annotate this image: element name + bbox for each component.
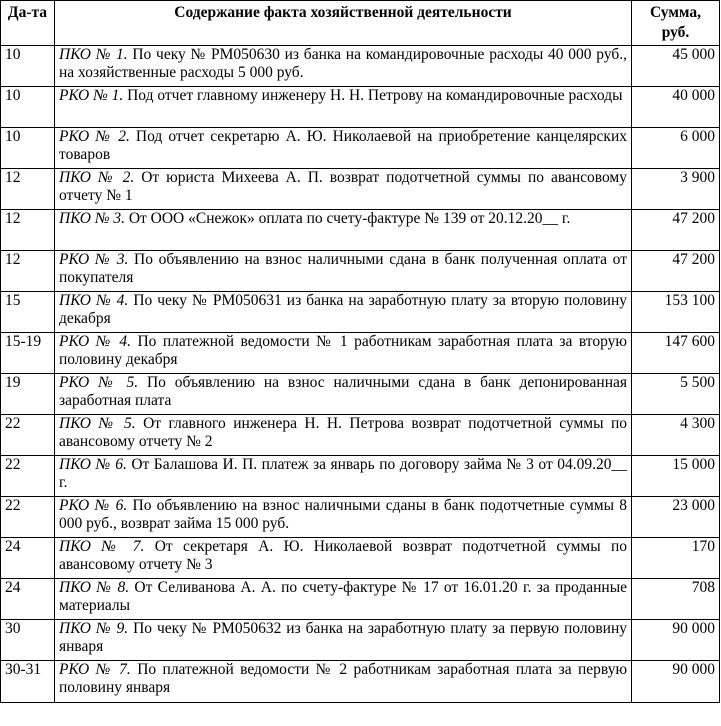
- document-ref: ПКО № 7.: [59, 538, 145, 555]
- table-row: [1, 46, 720, 87]
- row-date: 24: [1, 579, 55, 620]
- operation-text: От секретаря А. Ю. Николаевой возврат подотчетной суммы по авансовому отчету № 3: [59, 538, 628, 573]
- table-row: [1, 292, 720, 333]
- document-ref: ПКО № 5.: [59, 415, 136, 432]
- table-row: [1, 579, 720, 620]
- row-amount: 23 000: [632, 497, 720, 538]
- row-date: 30-31: [1, 661, 55, 703]
- row-amount: 6 000: [632, 128, 720, 169]
- table-row: [1, 661, 720, 703]
- table-row: [1, 497, 720, 538]
- document-ref: РКО № 4.: [59, 333, 131, 350]
- row-amount: 147 600: [632, 333, 720, 374]
- row-content: [55, 620, 632, 661]
- document-ref: ПКО № 8.: [59, 579, 130, 596]
- row-amount: 90 000: [632, 661, 720, 703]
- row-amount: 15 000: [632, 456, 720, 497]
- row-date: 12: [1, 169, 55, 210]
- document-ref: РКО № 1.: [59, 87, 124, 104]
- document-ref: ПКО № 6.: [59, 456, 127, 473]
- operation-text: По чеку № РМ050632 из банка на заработную плату за первую половину января: [59, 620, 627, 655]
- row-content: [55, 415, 632, 456]
- operation-text: По платежной ведомости № 2 работникам заработная плата за первую половину января: [59, 661, 628, 696]
- row-date: 12: [1, 210, 55, 251]
- document-ref: ПКО № 1.: [59, 46, 128, 63]
- row-content: [55, 579, 632, 620]
- row-amount: 5 500: [632, 374, 720, 415]
- operation-text: От главного инженера Н. Н. Петрова возврат подотчетной суммы по авансовому отчету № 2: [59, 415, 627, 450]
- row-date: 10: [1, 46, 55, 87]
- document-ref: РКО № 3.: [59, 251, 129, 268]
- row-content: [55, 661, 632, 703]
- table-row: [1, 456, 720, 497]
- table-body: [1, 46, 720, 703]
- table-header-row: [1, 1, 720, 46]
- document-ref: РКО № 7.: [59, 661, 131, 678]
- row-content: [55, 456, 632, 497]
- operation-text: Под отчет секретарю А. Ю. Николаевой на приобретение канцелярских товаров: [59, 128, 627, 163]
- row-amount: 90 000: [632, 620, 720, 661]
- document-ref: ПКО № 2.: [59, 169, 135, 186]
- row-date: 22: [1, 456, 55, 497]
- table-row: [1, 333, 720, 374]
- operation-text: По платежной ведомости № 1 работникам заработная плата за вторую половину декабря: [59, 333, 627, 368]
- row-content: [55, 374, 632, 415]
- operation-text: По объявлению на взнос наличными сданы в банк подотчетные суммы 8 000 руб., возврат займа 15 000 руб.: [59, 497, 628, 532]
- row-amount: 47 200: [632, 251, 720, 292]
- row-amount: 708: [632, 579, 720, 620]
- row-content: [55, 87, 632, 128]
- row-content: [55, 292, 632, 333]
- row-content: [55, 210, 632, 251]
- row-date: 22: [1, 497, 55, 538]
- table-row: [1, 538, 720, 579]
- document-ref: РКО № 6.: [59, 497, 128, 514]
- row-content: [55, 169, 632, 210]
- row-date: 30: [1, 620, 55, 661]
- row-date: 24: [1, 538, 55, 579]
- row-content: [55, 128, 632, 169]
- header-amount: Сумма, руб.: [632, 1, 720, 46]
- header-date: Да-та: [1, 1, 55, 46]
- row-date: 10: [1, 128, 55, 169]
- operation-text: От юриста Михеева А. П. возврат подотчетной суммы по авансовому отчету № 1: [59, 169, 627, 204]
- operation-text: По чеку № РМ050630 из банка на командировочные расходы 40 000 руб., на хозяйственные расходы 5 000 руб.: [59, 46, 628, 81]
- operation-text: По объявлению на взнос наличными сдана в банк полученная оплата от покупателя: [59, 251, 627, 286]
- document-ref: ПКО № 9.: [59, 620, 129, 637]
- table-row: [1, 128, 720, 169]
- row-date: 15-19: [1, 333, 55, 374]
- document-ref: ПКО № 4.: [59, 292, 129, 309]
- header-content: Содержание факта хозяйственной деятельности: [55, 1, 632, 46]
- document-ref: РКО № 5.: [59, 374, 139, 391]
- operation-text: Под отчет главному инженеру Н. Н. Петрову на командировочные расходы: [127, 87, 623, 104]
- operation-text: По чеку № РМ050631 из банка на заработную плату за вторую половину декабря: [59, 292, 627, 327]
- row-date: 22: [1, 415, 55, 456]
- table-row: [1, 415, 720, 456]
- row-date: 15: [1, 292, 55, 333]
- row-amount: 40 000: [632, 87, 720, 128]
- row-amount: 3 900: [632, 169, 720, 210]
- row-content: [55, 333, 632, 374]
- row-amount: 170: [632, 538, 720, 579]
- row-amount: 4 300: [632, 415, 720, 456]
- row-date: 10: [1, 87, 55, 128]
- document-ref: РКО № 2.: [59, 128, 130, 145]
- row-content: [55, 46, 632, 87]
- row-amount: 153 100: [632, 292, 720, 333]
- table-row: [1, 251, 720, 292]
- row-content: [55, 251, 632, 292]
- operation-text: От Селиванова А. А. по счету-фактуре № 17 от 16.01.20 г. за проданные материалы: [59, 579, 627, 614]
- row-content: [55, 538, 632, 579]
- operation-text: От Балашова И. П. платеж за январь по договору займа № 3 от 04.09.20__ г.: [59, 456, 628, 491]
- table-row: [1, 210, 720, 251]
- document-ref: ПКО № 3.: [59, 210, 125, 227]
- table-row: [1, 169, 720, 210]
- row-content: [55, 497, 632, 538]
- row-date: 12: [1, 251, 55, 292]
- operation-text: По объявлению на взнос наличными сдана в банк депонированная заработная плата: [59, 374, 627, 409]
- operation-text: От ООО «Снежок» оплата по счету-фактуре № 139 от 20.12.20__ г.: [128, 210, 571, 227]
- row-amount: 47 200: [632, 210, 720, 251]
- table-row: [1, 620, 720, 661]
- table-row: [1, 374, 720, 415]
- table-row: [1, 87, 720, 128]
- row-amount: 45 000: [632, 46, 720, 87]
- row-date: 19: [1, 374, 55, 415]
